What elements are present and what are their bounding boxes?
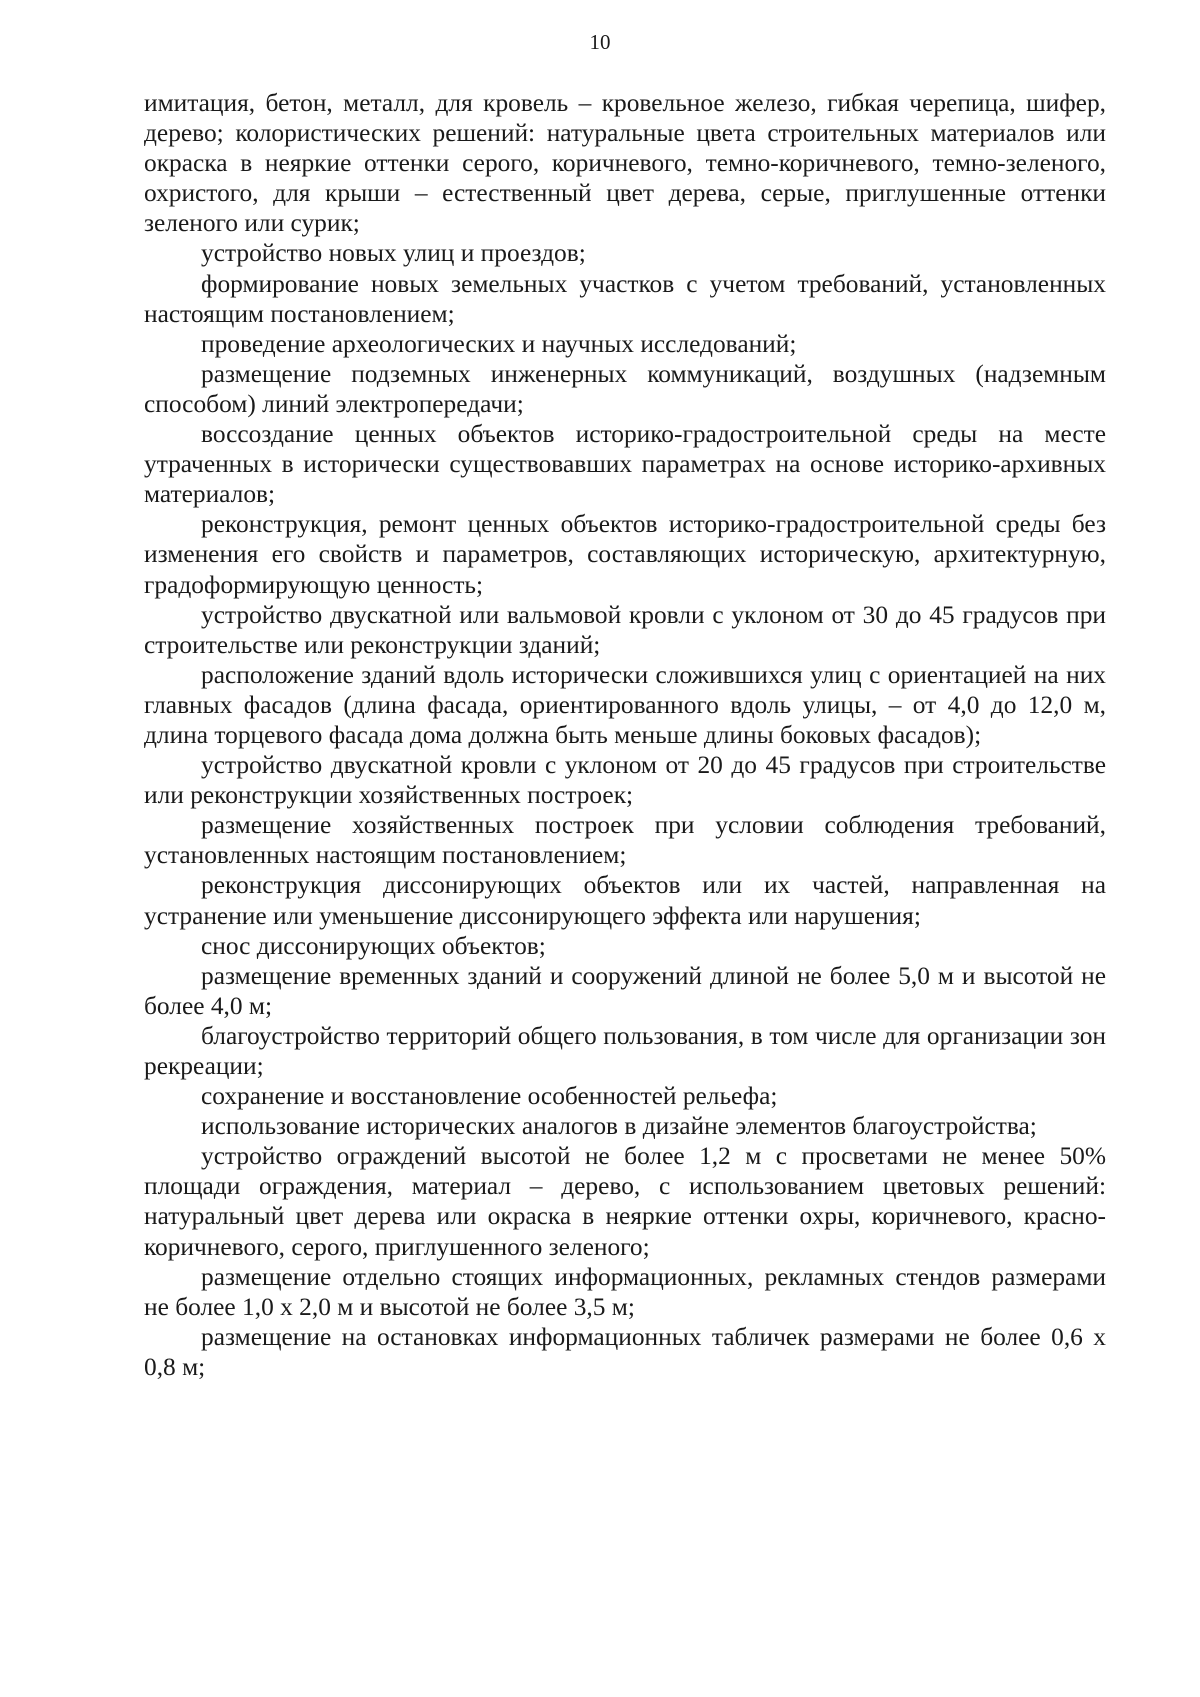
paragraph: размещение на остановках информационных табличек размерами не более 0,6 х 0,8 м; (144, 1322, 1106, 1381)
paragraph: реконструкция диссонирующих объектов или их частей, направленная на устранение или уменьшение диссонирующего эффекта или нарушения; (144, 871, 1106, 930)
paragraph: снос диссонирующих объектов; (201, 931, 546, 960)
paragraph: размещение подземных инженерных коммуникаций, воздушных (надземным способом) линий электропередачи; (144, 359, 1106, 418)
paragraph: устройство двускатной или вальмовой кровли с уклоном от 30 до 45 градусов при строительстве или реконструкции зданий; (144, 600, 1106, 659)
paragraph: использование исторических аналогов в дизайне элементов благоустройства; (201, 1112, 1037, 1141)
paragraph: размещение хозяйственных построек при условии соблюдения требований, установленных настоящим постановлением; (144, 811, 1106, 870)
paragraph: благоустройство территорий общего пользования, в том числе для организации зон рекреации; (144, 1021, 1106, 1080)
paragraph: размещение отдельно стоящих информационных, рекламных стендов размерами не более 1,0 х 2,0 м и высотой не более 3,5 м; (144, 1262, 1106, 1321)
paragraph: сохранение и восстановление особенностей рельефа; (201, 1082, 778, 1111)
paragraph: устройство двускатной кровли с уклоном от 20 до 45 градусов при строительстве или реконструкции хозяйственных построек; (144, 751, 1106, 810)
paragraph: устройство ограждений высотой не более 1,2 м с просветами не менее 50% площади ограждения, материал – дерево, с использованием цветовых решений: натуральный цвет дерева или окраска в неяркие оттенки охры, коричневого, красно-коричневого, серого, приглушенного зеленого; (144, 1142, 1106, 1261)
paragraph: устройство новых улиц и проездов; (201, 239, 586, 268)
body-text (144, 88, 1106, 1382)
paragraph: проведение археологических и научных исследований; (201, 329, 797, 358)
paragraph: размещение временных зданий и сооружений длиной не более 5,0 м и высотой не более 4,0 м; (144, 961, 1106, 1020)
paragraph: расположение зданий вдоль исторически сложившихся улиц с ориентацией на них главных фасадов (длина фасада, ориентированного вдоль улицы, – от 4,0 до 12,0 м, длина торцевого фасада дома должна быть меньше длины боковых фасадов); (144, 660, 1106, 749)
paragraph: имитация, бетон, металл, для кровель – кровельное железо, гибкая черепица, шифер, дерево; колористических решений: натуральные цвета строительных материалов или окраска в неяркие оттенки серого, коричневого, темно-коричневого, темно-зеленого, охристого, для крыши – естественный цвет дерева, серые, приглушенные оттенки зеленого или сурик; (144, 89, 1106, 238)
paragraph: воссоздание ценных объектов историко-градостроительной среды на месте утраченных в исторически существовавших параметрах на основе историко-архивных материалов; (144, 420, 1106, 509)
paragraph: формирование новых земельных участков с учетом требований, установленных настоящим постановлением; (144, 269, 1106, 328)
paragraph: реконструкция, ремонт ценных объектов историко-градостроительной среды без изменения его свойств и параметров, составляющих историческую, архитектурную, градоформирующую ценность; (144, 510, 1106, 599)
page-number: 10 (589, 30, 611, 54)
